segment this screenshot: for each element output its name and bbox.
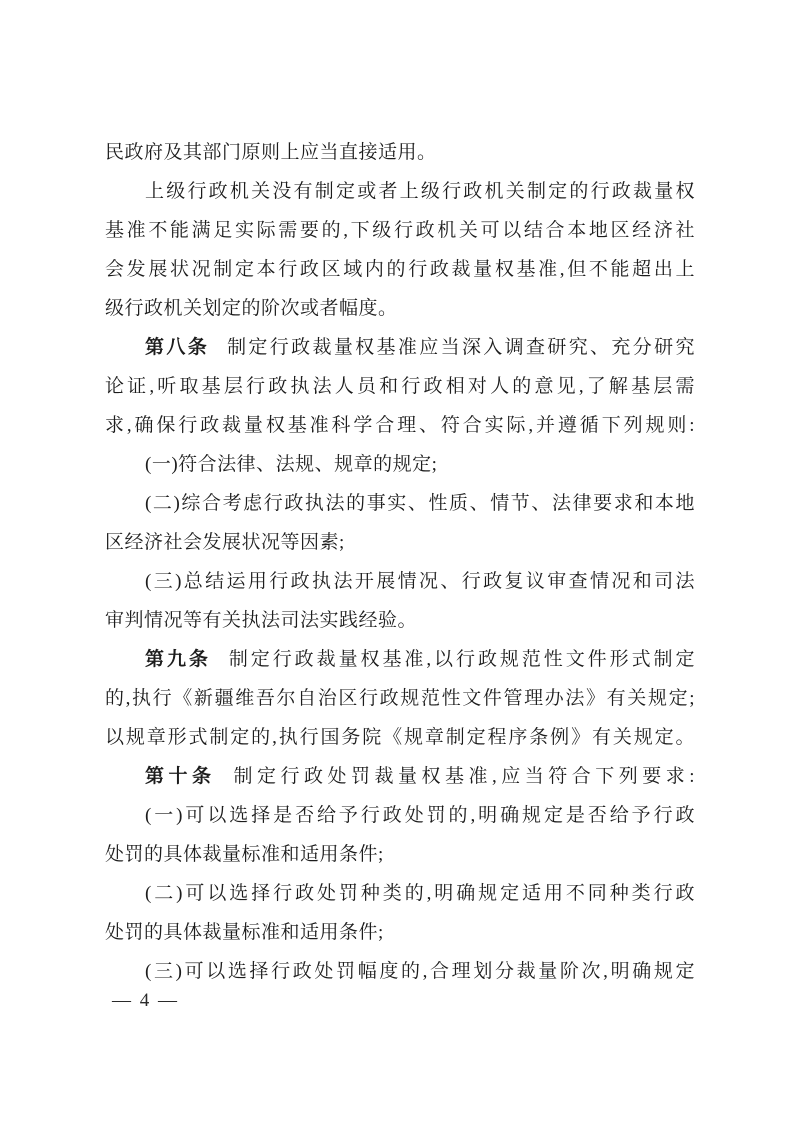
article-9-heading-line: [105, 640, 695, 679]
line-text: (一)可以选择是否给予行政处罚的,明确规定是否给予行政: [145, 805, 695, 826]
line-text: 会发展状况制定本行政区域内的行政裁量权基准,但不能超出上: [105, 259, 695, 280]
line-text: 级行政机关划定的阶次或者幅度。: [105, 298, 398, 319]
document-line: [105, 718, 695, 757]
document-line: [105, 406, 695, 445]
line-text: (一)符合法律、法规、规章的规定;: [145, 454, 438, 475]
line-text: (三)总结运用行政执法开展情况、行政复议审查情况和司法: [145, 571, 695, 592]
document-line: [105, 250, 695, 289]
document-line: [105, 289, 695, 328]
list-item-line: [105, 874, 695, 913]
document-line: [105, 367, 695, 406]
line-text: 上级行政机关没有制定或者上级行政机关制定的行政裁量权: [145, 181, 695, 202]
article-10-heading-line: [105, 757, 695, 796]
line-text: (二)可以选择行政处罚种类的,明确规定适用不同种类行政: [145, 883, 695, 904]
line-text: (三)可以选择行政处罚幅度的,合理划分裁量阶次,明确规定: [145, 961, 695, 982]
document-line: [105, 835, 695, 874]
line-text: 制定行政处罚裁量权基准,应当符合下列要求:: [233, 766, 695, 787]
line-text: 制定行政裁量权基准,以行政规范性文件形式制定: [228, 649, 695, 670]
line-text: 基准不能满足实际需要的,下级行政机关可以结合本地区经济社: [105, 220, 695, 241]
document-line: [105, 211, 695, 250]
list-item-line: [105, 484, 695, 523]
line-text: 论证,听取基层行政执法人员和行政相对人的意见,了解基层需: [105, 376, 695, 397]
line-text: 以规章形式制定的,执行国务院《规章制定程序条例》有关规定。: [105, 727, 695, 748]
list-item-line: [105, 952, 695, 991]
article-number-term: 第九条: [145, 649, 211, 670]
list-item-line: [105, 562, 695, 601]
article-8-heading-line: [105, 328, 695, 367]
document-line: [105, 523, 695, 562]
page-footer: [112, 981, 179, 1020]
document-text-block: [105, 133, 695, 991]
article-number-term: 第十条: [145, 766, 216, 787]
line-text: 审判情况等有关执法司法实践经验。: [105, 610, 418, 631]
line-text: 求,确保行政裁量权基准科学合理、符合实际,并遵循下列规则:: [105, 415, 695, 436]
line-text: 的,执行《新疆维吾尔自治区行政规范性文件管理办法》有关规定;: [105, 688, 695, 709]
page-number: — 4 —: [112, 990, 179, 1011]
line-text: (二)综合考虑行政执法的事实、性质、情节、法律要求和本地: [145, 493, 695, 514]
line-text: 民政府及其部门原则上应当直接适用。: [105, 142, 437, 163]
line-text: 区经济社会发展状况等因素;: [105, 532, 345, 553]
article-number-term: 第八条: [145, 337, 210, 358]
document-line: [105, 172, 695, 211]
list-item-line: [105, 796, 695, 835]
document-line: [105, 679, 695, 718]
line-text: 处罚的具体裁量标准和适用条件;: [105, 922, 384, 943]
list-item-line: [105, 445, 695, 484]
document-line: [105, 133, 695, 172]
document-line: [105, 601, 695, 640]
line-text: 制定行政裁量权基准应当深入调查研究、充分研究: [227, 337, 695, 358]
document-line: [105, 913, 695, 952]
line-text: 处罚的具体裁量标准和适用条件;: [105, 844, 384, 865]
